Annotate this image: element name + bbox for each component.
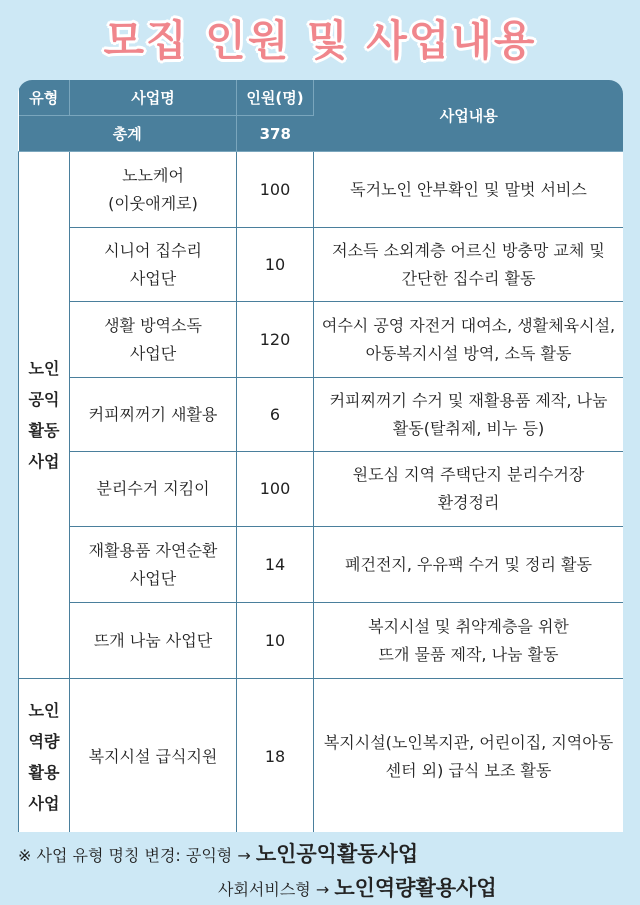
row-content: 복지시설 및 취약계층을 위한 뜨개 물품 제작, 나눔 활동 [314,603,624,679]
row-count: 100 [237,152,314,228]
table-row [19,228,624,302]
header-type: 유형 [19,80,70,116]
group-type-label: 노인 역량 활용 사업 [19,679,70,833]
row-count: 100 [237,452,314,527]
row-content: 원도심 지역 주택단지 분리수거장 환경정리 [314,452,624,527]
row-count: 120 [237,302,314,378]
type-rename-note-2 [218,872,497,902]
header-content: 사업내용 [314,80,624,152]
row-name: 커피찌꺼기 새활용 [70,378,237,452]
row-name: 복지시설 급식지원 [70,679,237,833]
row-count: 14 [237,527,314,603]
row-content: 여수시 공영 자전거 대여소, 생활체육시설, 아동복지시설 방역, 소독 활동 [314,302,624,378]
note-line1-new-name: 노인공익활동사업 [255,842,419,866]
page-title: 모집 인원 및 사업내용 [103,16,537,65]
table-row [19,452,624,527]
header-count: 인원(명) [237,80,314,116]
row-content: 폐건전지, 우유팩 수거 및 정리 활동 [314,527,624,603]
row-content: 커피찌꺼기 수거 및 재활용품 제작, 나눔 활동(탈취제, 비누 등) [314,378,624,452]
row-count: 10 [237,603,314,679]
row-name: 분리수거 지킴이 [70,452,237,527]
group-type-label: 노인 공익 활동 사업 [19,152,70,679]
type-rename-note [18,838,418,868]
table-row [19,378,624,452]
table-row [19,679,624,833]
table-row [19,302,624,378]
table-row [19,152,624,228]
row-name: 생활 방역소독 사업단 [70,302,237,378]
row-count: 10 [237,228,314,302]
total-label: 총계 [19,116,237,152]
row-name: 재활용품 자연순환 사업단 [70,527,237,603]
table-row [19,527,624,603]
row-count: 18 [237,679,314,833]
table-row [19,603,624,679]
row-count: 6 [237,378,314,452]
row-content: 저소득 소외계층 어르신 방충망 교체 및 간단한 집수리 활동 [314,228,624,302]
note-line2-prefix: 사회서비스형 → [218,880,335,899]
note-line2-new-name: 노인역량활용사업 [334,876,497,900]
row-name: 노노케어 (이웃애게로) [70,152,237,228]
total-value: 378 [237,116,314,152]
row-name: 뜨개 나눔 사업단 [70,603,237,679]
row-name: 시니어 집수리 사업단 [70,228,237,302]
row-content: 독거노인 안부확인 및 말벗 서비스 [314,152,624,228]
header-name: 사업명 [70,80,237,116]
recruitment-table [18,80,623,832]
row-content: 복지시설(노인복지관, 어린이집, 지역아동 센터 외) 급식 보조 활동 [314,679,624,833]
note-line1-prefix: ※ 사업 유형 명칭 변경: 공익형 → [18,846,256,865]
